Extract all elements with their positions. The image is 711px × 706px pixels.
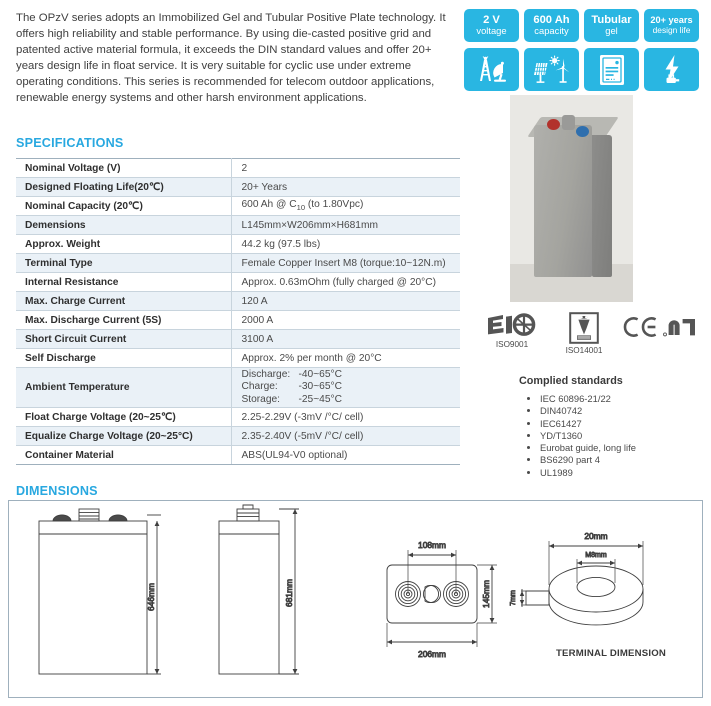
list-item: • YD/T1360 [540,430,636,442]
table-row [16,178,460,197]
specifications-table [16,158,460,465]
certification-name: ISO14001 [565,346,603,355]
ambient-discharge-label: Discharge: [241,369,291,380]
spec-key: Internal Resistance [16,273,231,292]
dimension-drawings [9,501,702,697]
badge-technology-value: Tubular [591,14,632,27]
ambient-discharge-range: -40~65°C [298,369,342,380]
spec-value: 3100 A [231,330,460,349]
battery-side-face [592,135,612,277]
spec-key: Equalize Charge Voltage (20~25°C) [16,427,231,446]
ce-mark-icon [622,316,662,338]
table-row [16,330,460,349]
ul-mark-icon [662,316,702,338]
spec-value: L145mm×W206mm×H681mm [231,216,460,235]
spec-key: Container Material [16,446,231,465]
solar-wind-renewable-icon [532,55,572,85]
spec-key: Ambient Temperature [16,368,231,408]
ambient-charge-label: Charge: [241,381,278,393]
badge-voltage-value: 2 V [483,14,500,27]
table-row [16,197,460,216]
badge-design-life-label: design life [652,24,691,35]
table-row [16,446,460,465]
side-view-height-label: 681mm [284,579,294,607]
badge-voltage [464,9,519,42]
table-row [16,311,460,330]
badge-capacity-value: 600 Ah [533,14,570,27]
eic-logo-icon [476,312,548,338]
spec-key: Demensions [16,216,231,235]
terminal-inner-thread-label: M8mm [585,552,607,559]
top-view-width-label: 206mm [418,649,446,659]
spec-key: Float Charge Voltage (20~25℃) [16,408,231,427]
spec-value: Approx. 0.63mOhm (fully charged @ 20°C) [231,273,460,292]
list-item: • BS6290 part 4 [540,454,636,466]
application-tile-power [644,48,699,91]
list-item: • UL1989 [540,467,636,479]
spec-value: 600 Ah @ $C_{10}$ (to 1.80Vpc) [231,197,460,216]
spec-value: 2.35-2.40V (-5mV /°C/ cell) [231,427,460,446]
spec-value: 44.2 kg (97.5 lbs) [231,235,460,254]
badge-capacity [524,9,579,42]
certification-group [474,312,700,362]
spec-key: Short Circuit Current [16,330,231,349]
ukas-logo-icon [548,312,620,344]
spec-value: 20+ Years [231,178,460,197]
certification-iso9001 [476,312,548,349]
specifications-heading: SPECIFICATIONS [16,136,124,150]
terminal-dimension-title: TERMINAL DIMENSION [556,648,667,659]
spec-value: 2000 A [231,311,460,330]
dimensions-heading: DIMENSIONS [16,484,98,498]
power-plug-lightning-icon [657,53,687,87]
badge-voltage-label: voltage [476,25,507,37]
table-row [16,427,460,446]
certification-ul [662,316,702,338]
battery-vent-plug [562,115,575,130]
spec-key: Nominal Voltage (V) [16,159,231,178]
list-item: • DIN40742 [540,405,636,417]
ambient-charge-range: -30~65°C [298,381,342,393]
certification-iso14001 [548,312,620,355]
table-row [16,408,460,427]
front-view-drawing [39,509,161,674]
list-item: • IEC61427 [540,418,636,430]
product-photo [510,95,633,302]
spec-value: Female Copper Insert M8 (torque:10~12N.m) [231,254,460,273]
list-item: • Eurobat guide, long life [540,442,636,454]
table-row [16,216,460,235]
spec-key: Approx. Weight [16,235,231,254]
spec-key: Max. Discharge Current (5S) [16,311,231,330]
certification-ce [622,316,662,338]
intro-paragraph: The OPzV series adopts an Immobilized Gel and Tubular Positive Plate technology. It offers high reliability and stable performance. By using die-casted positive grid and patented active material formula, it exceeds the DIN standard values and offer 20+ years design life in float service. It is very suitable for cyclic use under extreme operating conditions. This series is recommended for telecom outdoor applications, renewable energy systems and other harsh environment applications. [16,12,446,105]
list-item: • IEC 60896-21/22 [540,393,636,405]
ups-cabinet-icon [597,53,627,87]
top-view-terminal-spacing-label: 108mm [418,540,446,550]
application-icon-group [464,48,699,91]
spec-value: ABS(UL94-V0 optional) [231,446,460,465]
spec-key: Nominal Capacity (20℃) [16,197,231,216]
standards-list [524,393,636,479]
badge-capacity-label: capacity [534,25,569,37]
battery-front-face [534,125,592,277]
terminal-detail-drawing [520,541,643,625]
table-row [16,273,460,292]
table-row [16,235,460,254]
spec-value: 2 [231,159,460,178]
table-row [16,349,460,368]
battery-negative-terminal-cap [576,126,589,137]
spec-value: 2.25-2.29V (-3mV /°C/ cell) [231,408,460,427]
table-row [16,159,460,178]
spec-key: Max. Charge Current [16,292,231,311]
ambient-storage-label: Storage: [241,393,281,405]
spec-key: Designed Floating Life(20℃) [16,178,231,197]
telecom-tower-satellite-icon [473,55,511,85]
top-view-depth-label: 145mm [481,580,491,608]
dimensions-panel [8,500,703,698]
badge-technology-label: gel [605,25,618,37]
badge-technology [584,9,639,42]
table-row [16,254,460,273]
spec-value-ambient-temperature [231,368,460,408]
feature-badge-group [464,9,699,42]
application-tile-telecom [464,48,519,91]
spec-value: 120 A [231,292,460,311]
spec-key: Terminal Type [16,254,231,273]
table-row [16,292,460,311]
table-row [16,368,460,408]
ambient-storage-range: -25~45°C [298,393,342,405]
standards-title: Complied standards [519,375,623,387]
badge-design-life [644,9,699,42]
terminal-outer-diameter-label: 20mm [584,531,608,541]
front-view-height-label: 646mm [146,583,156,611]
spec-key: Self Discharge [16,349,231,368]
terminal-thickness-label: 7mm [510,590,517,606]
spec-value: Approx. 2% per month @ 20°C [231,349,460,368]
battery-positive-terminal-cap [547,119,560,130]
application-tile-ups [584,48,639,91]
certification-name: ISO9001 [495,340,529,349]
application-tile-renewable [524,48,579,91]
badge-design-life-value: 20+ years [650,14,693,25]
